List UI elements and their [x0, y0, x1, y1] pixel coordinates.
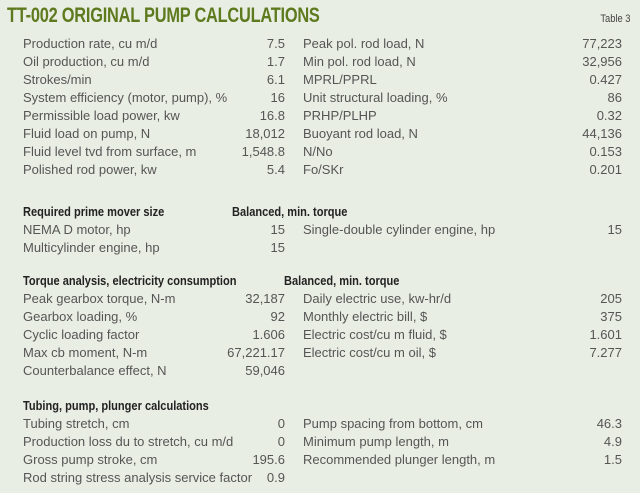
row-value: 1.606 [252, 327, 285, 342]
row-value: 46.3 [596, 416, 622, 431]
table-row [0, 108, 640, 126]
row-value: 1,548.8 [241, 144, 285, 159]
row-label: PRHP/PLHP [303, 108, 377, 123]
row-value: 77,223 [582, 36, 622, 51]
row-label: Max cb moment, N-m [23, 345, 148, 360]
table-row [0, 54, 640, 72]
row-value: 6.1 [266, 72, 285, 87]
row-value: 0.9 [266, 470, 285, 485]
table-row [0, 291, 640, 309]
row-value: 92 [270, 309, 285, 324]
section-header: Tubing, pump, plunger calculations [23, 398, 209, 413]
row-label: Electric cost/cu m oil, $ [303, 345, 436, 360]
row-value: 18,012 [245, 126, 285, 141]
table-row [0, 36, 640, 54]
table-row [0, 144, 640, 162]
row-label: Minimum pump length, m [303, 434, 449, 449]
row-value: 16.8 [259, 108, 285, 123]
row-label: Tubing stretch, cm [23, 416, 130, 431]
row-label: Multicylinder engine, hp [23, 240, 160, 255]
row-label: Unit structural loading, % [303, 90, 448, 105]
row-label: Gross pump stroke, cm [23, 452, 158, 467]
table-row [0, 363, 640, 381]
row-label: Fluid level tvd from surface, m [23, 144, 197, 159]
table-row [0, 327, 640, 345]
row-label: Permissible load power, kw [23, 108, 180, 123]
row-label: Recommended plunger length, m [303, 452, 496, 467]
row-label: Monthly electric bill, $ [303, 309, 428, 324]
row-value: 1.601 [589, 327, 622, 342]
table-row [0, 240, 640, 258]
row-value: 0.153 [589, 144, 622, 159]
row-label: Counterbalance effect, N [23, 363, 167, 378]
table-row [0, 470, 640, 488]
table-row [0, 222, 640, 240]
row-value: 67,221.17 [227, 345, 285, 360]
row-label: Production rate, cu m/d [23, 36, 158, 51]
row-value: 59,046 [245, 363, 285, 378]
table-row [0, 434, 640, 452]
row-label: N/No [303, 144, 333, 159]
row-value: 32,187 [245, 291, 285, 306]
row-label: Peak gearbox torque, N-m [23, 291, 176, 306]
row-label: MPRL/PPRL [303, 72, 377, 87]
row-value: 4.9 [603, 434, 622, 449]
table-row [0, 72, 640, 90]
row-label: Pump spacing from bottom, cm [303, 416, 483, 431]
table-title: TT-002 ORIGINAL PUMP CALCULATIONS [7, 4, 320, 27]
row-label: Production loss du to stretch, cu m/d [23, 434, 234, 449]
row-value: 1.7 [266, 54, 285, 69]
row-value: 32,956 [582, 54, 622, 69]
section-subheader: Balanced, min. torque [232, 204, 348, 219]
table-row [0, 345, 640, 363]
row-value: 7.5 [266, 36, 285, 51]
table-row [0, 416, 640, 434]
row-value: 44,136 [582, 126, 622, 141]
table-row [0, 162, 640, 180]
row-label: Single-double cylinder engine, hp [303, 222, 496, 237]
row-value: 86 [607, 90, 622, 105]
row-label: NEMA D motor, hp [23, 222, 131, 237]
row-label: Min pol. rod load, N [303, 54, 416, 69]
row-value: 205 [600, 291, 622, 306]
row-label: Peak pol. rod load, N [303, 36, 425, 51]
row-value: 0.32 [596, 108, 622, 123]
row-label: Strokes/min [23, 72, 92, 87]
row-value: 16 [270, 90, 285, 105]
row-value: 15 [607, 222, 622, 237]
row-label: Rod string stress analysis service factor [23, 470, 253, 485]
row-label: System efficiency (motor, pump), % [23, 90, 228, 105]
row-value: 5.4 [266, 162, 285, 177]
table-row [0, 90, 640, 108]
row-label: Polished rod power, kw [23, 162, 157, 177]
row-label: Gearbox loading, % [23, 309, 138, 324]
section-subheader: Balanced, min. torque [284, 273, 400, 288]
table-number: Table 3 [599, 13, 630, 25]
table-row [0, 309, 640, 327]
row-value: 0 [277, 416, 285, 431]
row-value: 195.6 [252, 452, 285, 467]
row-value: 1.5 [603, 452, 622, 467]
table-row [0, 126, 640, 144]
row-label: Fluid load on pump, N [23, 126, 151, 141]
row-label: Oil production, cu m/d [23, 54, 150, 69]
row-label: Buoyant rod load, N [303, 126, 418, 141]
row-value: 7.277 [589, 345, 622, 360]
row-value: 0.427 [589, 72, 622, 87]
row-label: Electric cost/cu m fluid, $ [303, 327, 447, 342]
row-label: Fo/SKr [303, 162, 344, 177]
row-label: Cyclic loading factor [23, 327, 140, 342]
row-value: 0.201 [589, 162, 622, 177]
row-label: Daily electric use, kw-hr/d [303, 291, 452, 306]
table-row [0, 452, 640, 470]
row-value: 375 [600, 309, 622, 324]
row-value: 15 [270, 222, 285, 237]
section-header: Torque analysis, electricity consumption [23, 273, 237, 288]
row-value: 15 [270, 240, 285, 255]
section-header: Required prime mover size [23, 204, 165, 219]
row-value: 0 [277, 434, 285, 449]
